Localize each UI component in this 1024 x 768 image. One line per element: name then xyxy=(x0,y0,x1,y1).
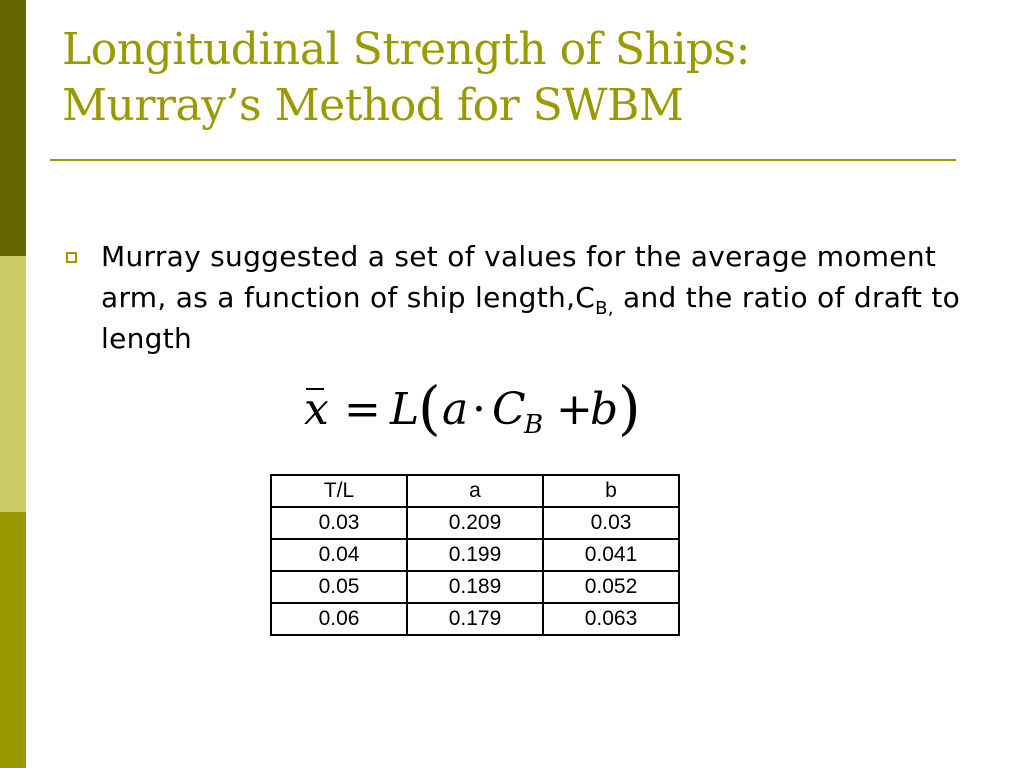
table-row xyxy=(271,507,679,539)
side-bar-bottom xyxy=(0,512,26,768)
equation-x-bar: x xyxy=(304,384,329,435)
cell-a: 0.179 xyxy=(407,603,543,635)
title-line-1: Longitudinal Strength of Ships: xyxy=(62,24,750,75)
bullet-text-part1: Murray suggested a set of values for the average moment arm, as a function of ship length,C xyxy=(101,240,937,314)
cell-t-over-l: 0.04 xyxy=(271,539,407,571)
cell-a: 0.199 xyxy=(407,539,543,571)
cell-b: 0.041 xyxy=(543,539,679,571)
table-header-row xyxy=(271,475,679,507)
cell-b: 0.063 xyxy=(543,603,679,635)
equation-a: a xyxy=(442,384,469,435)
equation-L: L xyxy=(390,384,420,435)
equation-b: b xyxy=(590,384,619,435)
moment-arm-equation xyxy=(300,374,660,450)
equation-close-paren: ) xyxy=(618,374,641,442)
bullet-subscript: B, xyxy=(595,298,614,319)
equation-C: C xyxy=(492,384,526,435)
hollow-square-bullet-icon xyxy=(66,252,77,263)
table-row xyxy=(271,571,679,603)
equation-C-subscript: B xyxy=(524,410,544,440)
side-bar-middle xyxy=(0,256,26,512)
equation-equals: = xyxy=(344,384,381,435)
cell-a: 0.189 xyxy=(407,571,543,603)
cell-t-over-l: 0.05 xyxy=(271,571,407,603)
equation-plus: + xyxy=(556,384,593,435)
bullet-text-part2: and the ratio of draft to length xyxy=(101,281,961,355)
equation-open-paren: ( xyxy=(418,374,441,442)
bullet-text xyxy=(101,236,981,359)
cell-b: 0.03 xyxy=(543,507,679,539)
header-t-over-l: T/L xyxy=(271,475,407,507)
title-divider xyxy=(50,159,956,161)
slide-title xyxy=(62,22,962,134)
table-row xyxy=(271,539,679,571)
cell-t-over-l: 0.06 xyxy=(271,603,407,635)
equation-dot: · xyxy=(472,384,486,435)
coefficients-table xyxy=(270,474,680,636)
header-a: a xyxy=(407,475,543,507)
title-line-2: Murray’s Method for SWBM xyxy=(62,80,684,131)
cell-b: 0.052 xyxy=(543,571,679,603)
header-b: b xyxy=(543,475,679,507)
table-row xyxy=(271,603,679,635)
cell-t-over-l: 0.03 xyxy=(271,507,407,539)
side-bar-top xyxy=(0,0,26,256)
cell-a: 0.209 xyxy=(407,507,543,539)
